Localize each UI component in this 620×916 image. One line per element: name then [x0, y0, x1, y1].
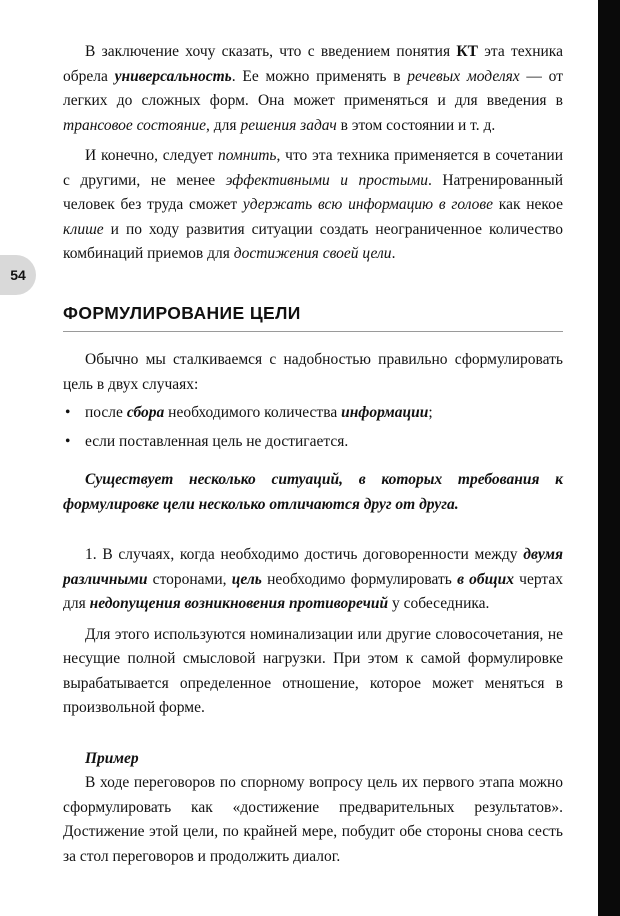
page-number-tab — [0, 255, 36, 295]
emphasis-paragraph: Существует несколько ситуаций, в которых требования к формулировке цели несколько отличаются друг от друга. — [63, 471, 563, 513]
paragraph-conclusion: В заключение хочу сказать, что с введением понятия КТ эта техника обрела универсальность. Ее можно применять в речевых моделях — от легких до сложных форм. Она может применяться и для введения в трансовое состояние, для решения задач в этом состоянии и т. д. — [63, 43, 563, 134]
paragraph-nominalization: Для этого используются номинализации или другие словосочетания, не несущие полной смысловой нагрузки. При этом к самой формулировке вырабатывается определенное отношение, которое может меняться в произвольной форме. — [63, 625, 563, 716]
list-item: • после сбора необходимого количества информации; — [63, 401, 563, 426]
example-text: В ходе переговоров по спорному вопросу цель их первого этапа можно сформулировать как «достижение предварительных результатов». Достижение этой цели, по крайней мере, побудит обе стороны снова сесть за стол переговоров и продолжить диалог. — [63, 774, 563, 865]
term-goal: достижения своей цели — [233, 245, 392, 262]
paragraph-combination: И конечно, следует помнить, что эта техника применяется в сочетании с другими, не менее эффективными и простыми. Натренированный человек без труда сможет удержать всю информацию в голове как некое клише и по ходу развития ситуации создать неограниченное количество комбинаций приемов для достижения своей цели. — [63, 147, 564, 262]
term-effective: эффективными и простыми — [225, 171, 428, 189]
page-number: 54 — [10, 267, 26, 283]
term-trance: трансовое состояние — [63, 116, 207, 134]
section-heading: ФОРМУЛИРОВАНИЕ ЦЕЛИ — [63, 301, 563, 333]
list-item: • если поставленная цель не достигается. — [63, 430, 563, 455]
bullet-list — [63, 401, 563, 454]
term-cliche: клише — [63, 220, 104, 238]
example-title: Пример — [85, 749, 139, 767]
term-solving: решения задач — [240, 116, 337, 134]
page-content — [63, 40, 563, 869]
page-edge-shadow — [598, 0, 620, 916]
term-universal: универсальность — [114, 67, 232, 85]
term-speech-models: речевых моделях — [407, 67, 520, 85]
kt-term: КТ — [456, 43, 478, 60]
paragraph-case-1: 1. В случаях, когда необходимо достичь договоренности между двумя различными сторонами, цель необходимо формулировать в общих чертах для недопущения возникновения противоречий у собеседника. — [63, 546, 563, 612]
paragraph-intro: Обычно мы сталкиваемся с надобностью правильно сформулировать цель в двух случаях: — [63, 351, 563, 393]
term-hold: удержать всю информацию в голове — [242, 196, 494, 213]
term-remember: помнить — [217, 147, 277, 164]
